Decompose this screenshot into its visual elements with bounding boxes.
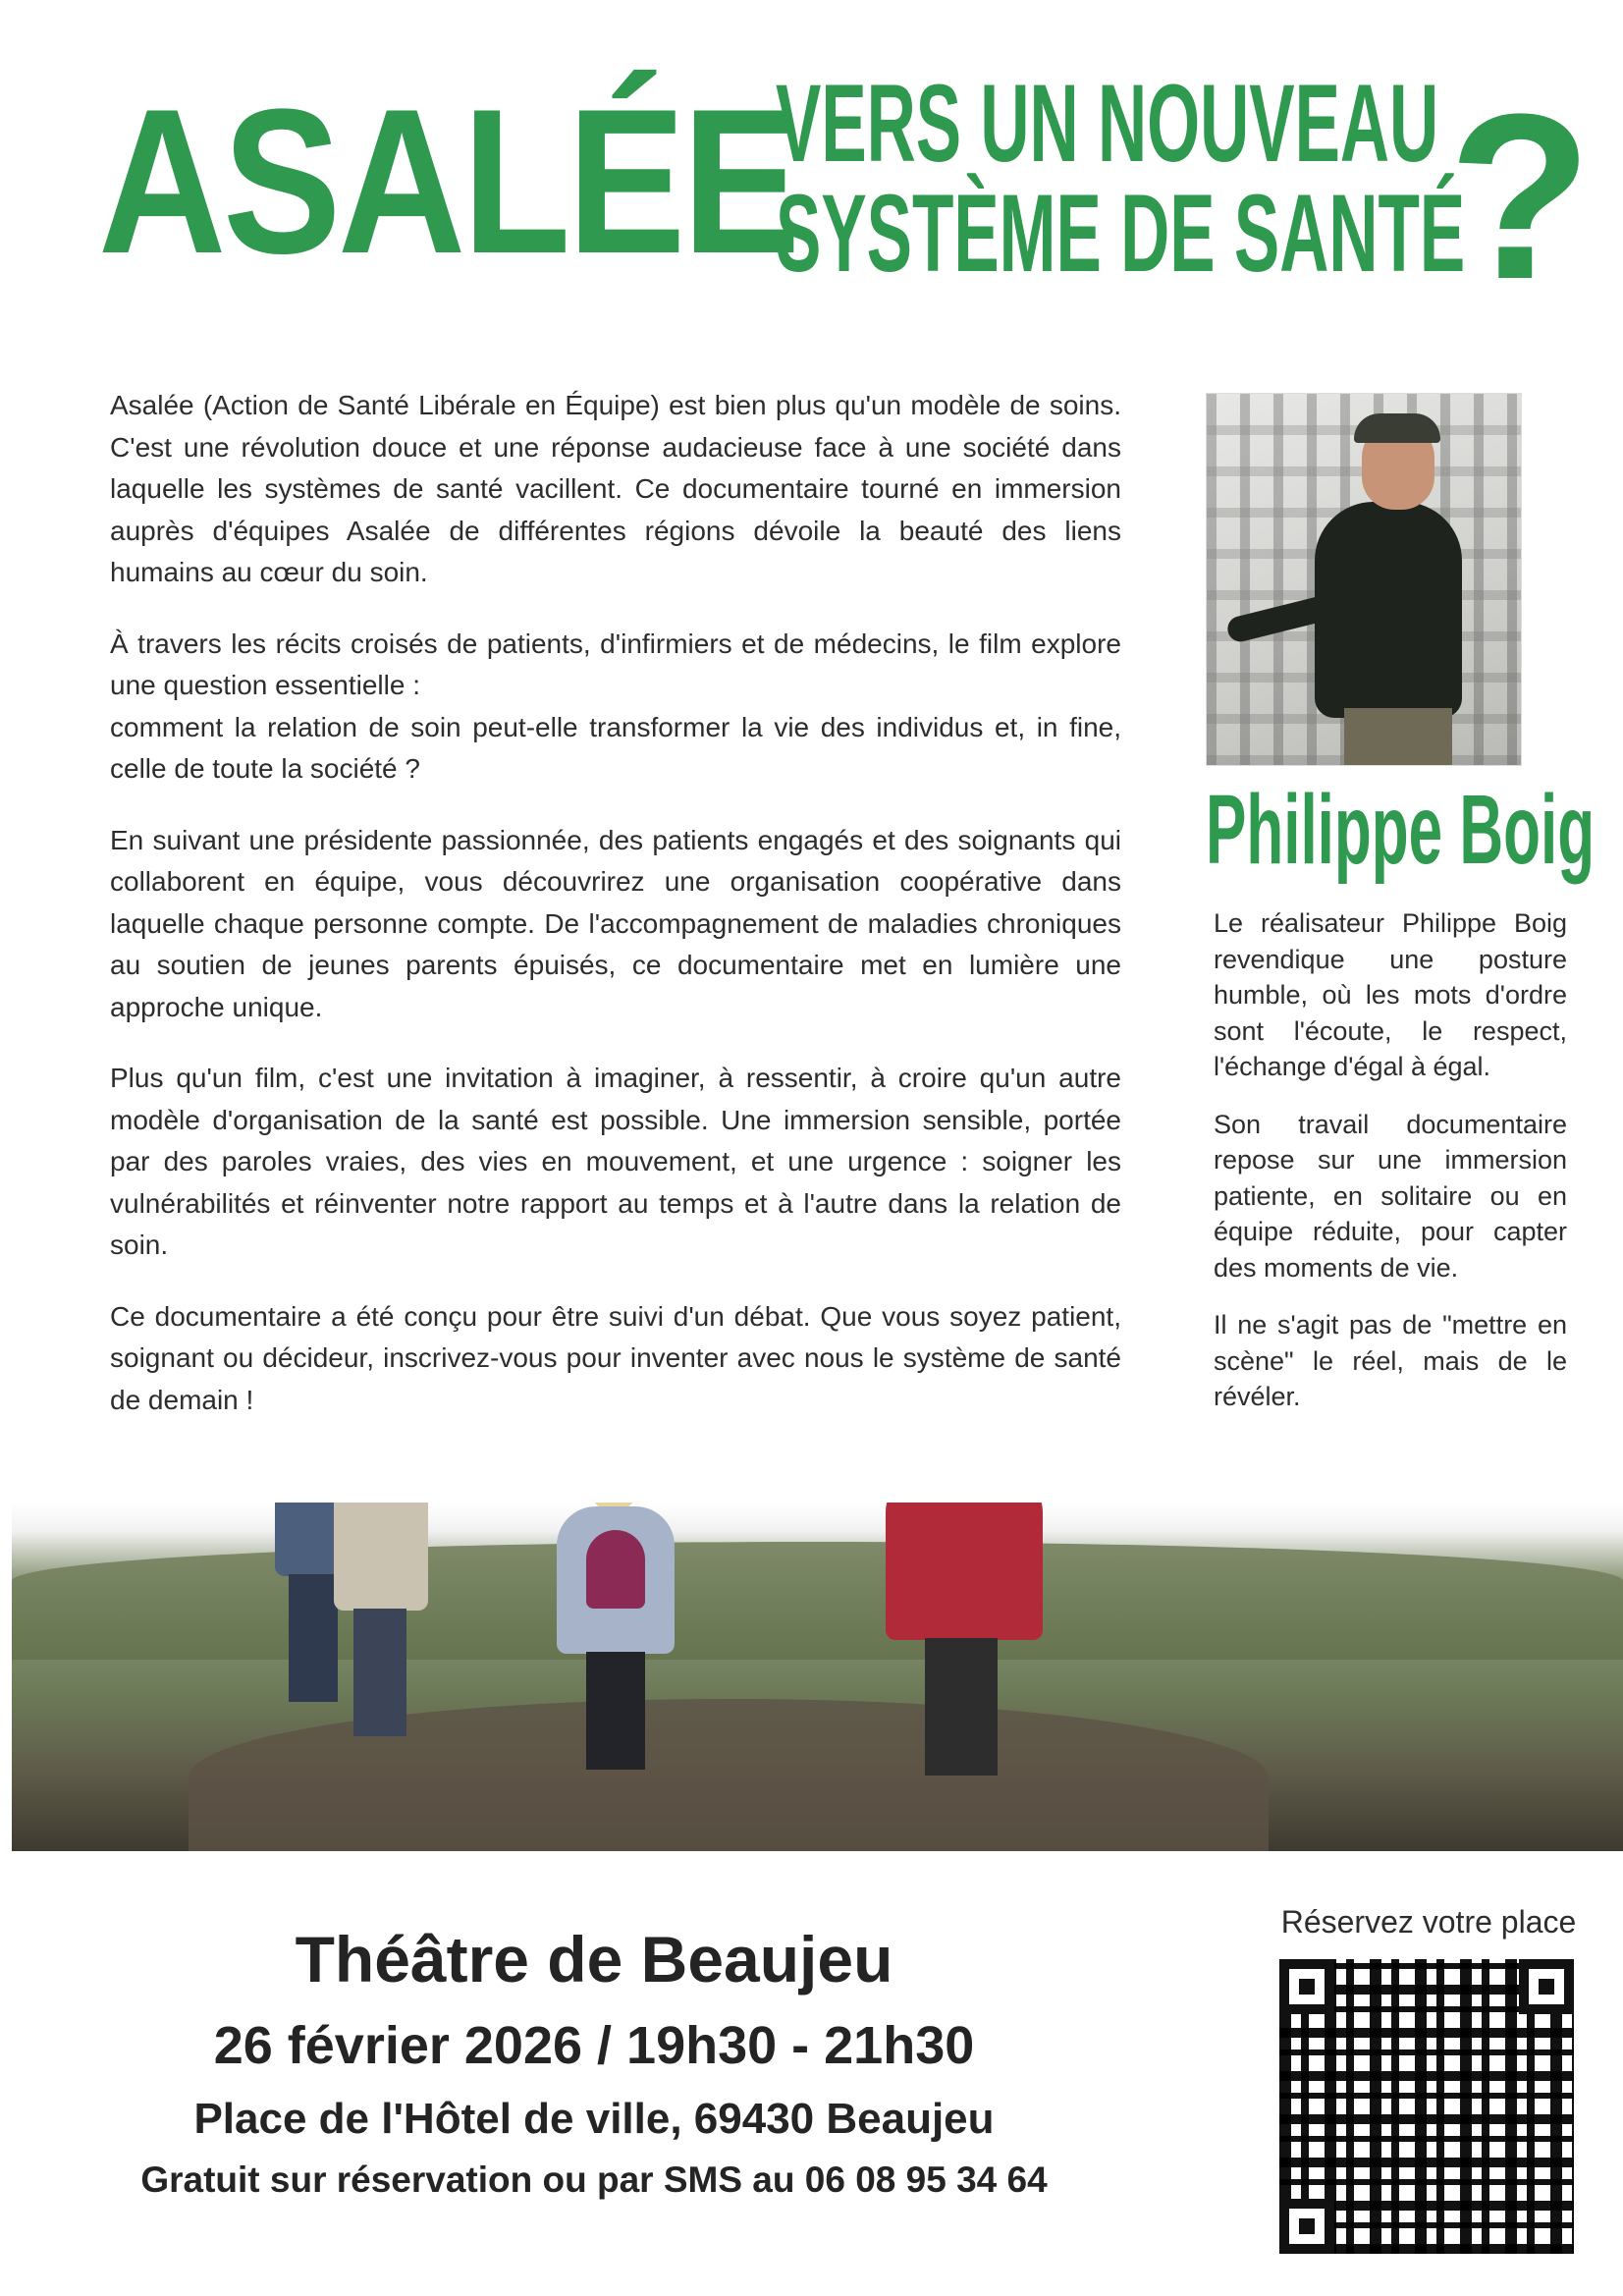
body-paragraph: Asalée (Action de Santé Libérale en Équipe) est bien plus qu'un modèle de soins. C'est une révolution douce et une réponse audacieuse face à une société dans laquelle les systèmes de santé vacillent. Ce documentaire tourné en immersion auprès d'équipes Asalée de différentes régions dévoile la beauté des liens humains au cœur du soin.	[110, 390, 1121, 587]
body-paragraph: Plus qu'un film, c'est une invitation à imaginer, à ressentir, à croire qu'un autre modèle d'organisation de la santé est possible. Une immersion sensible, portée par des paroles vraies, des vies en mouvement, et une urgence : soigner les vulnérabilités et réinventer notre rapport au temps et à l'autre dans la relation de soin.	[110, 1063, 1121, 1260]
walkers-photo	[12, 1503, 1623, 1851]
body-paragraph: comment la relation de soin peut-elle transformer la vie des individus et, in fine, celle de toute la société ?	[110, 711, 1121, 784]
main-description	[110, 385, 1121, 1450]
reservation-qr-code[interactable]	[1279, 1959, 1574, 2254]
qr-finder-icon	[1519, 1959, 1574, 2014]
body-paragraph: Ce documentaire a été conçu pour être suivi d'un débat. Que vous soyez patient, soignant ou décideur, inscrivez-vous pour inventer avec nous le système de santé de demain !	[110, 1300, 1121, 1415]
body-paragraph: En suivant une présidente passionnée, des patients engagés et des soignants qui collaborent en équipe, vous découvrirez une organisation coopérative dans laquelle chaque personne compte. De l'accompagnement de maladies chroniques au soutien de jeunes parents épuisés, ce documentaire met en lumière une approche unique.	[110, 824, 1121, 1022]
qr-finder-icon	[1279, 1959, 1334, 2014]
subtitle-line-2: SYSTÈME DE SANTÉ	[776, 172, 1466, 295]
photo-legs	[1344, 708, 1452, 766]
bio-paragraph: Son travail documentaire repose sur une immersion patiente, en solitaire ou en équipe réduite, pour capter des moments de vie.	[1214, 1109, 1567, 1283]
subtitle-line-1: VERS UN NOUVEAU	[776, 62, 1439, 185]
bio-paragraph: Le réalisateur Philippe Boig revendique une posture humble, où les mots d'ordre sont l'écoute, le respect, l'échange d'égal à égal.	[1214, 908, 1567, 1081]
director-bio	[1214, 905, 1567, 1437]
poster-title: ASALÉE	[98, 66, 797, 297]
director-name: Philippe Boig	[1206, 775, 1596, 885]
event-address: Place de l'Hôtel de ville, 69430 Beaujeu	[193, 2095, 995, 2143]
qr-finder-icon	[1279, 2199, 1334, 2254]
photo-cap	[1354, 413, 1440, 443]
bio-paragraph: Il ne s'agit pas de "mettre en scène" le réel, mais de le révéler.	[1214, 1310, 1567, 1411]
question-mark: ?	[1448, 65, 1593, 328]
event-venue: Théâtre de Beaujeu	[295, 1923, 893, 1995]
body-paragraph: À travers les récits croisés de patients, d'infirmiers et de médecins, le film explore une question essentielle :	[110, 628, 1121, 700]
poster-subtitle	[776, 62, 1466, 295]
photo-body	[1315, 502, 1462, 718]
director-photo	[1206, 393, 1522, 766]
photo-path	[189, 1699, 1269, 1851]
event-date-time: 26 février 2026 / 19h30 - 21h30	[213, 2016, 975, 2075]
reservation-label: Réservez votre place	[1280, 1904, 1577, 1940]
event-contact: Gratuit sur réservation ou par SMS au 06 08 95 34 64	[140, 2159, 1048, 2200]
photo-hill	[12, 1542, 1623, 1660]
